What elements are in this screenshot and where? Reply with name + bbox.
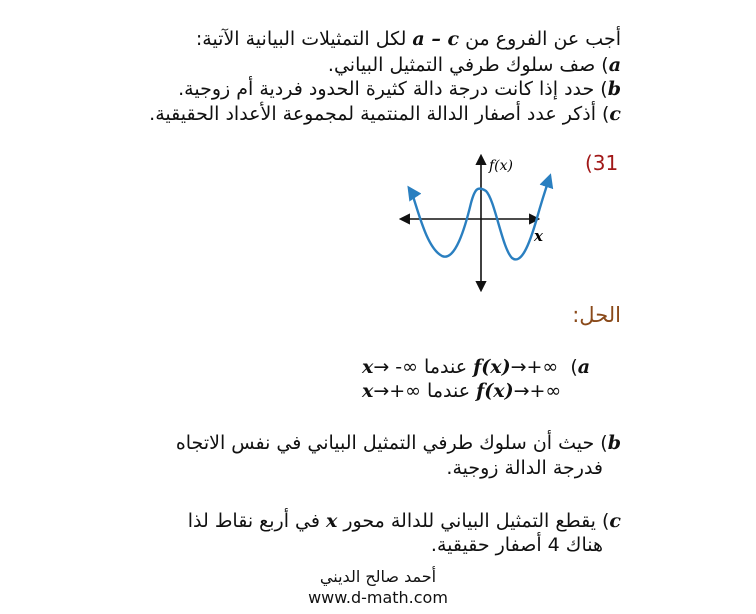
answer-a-line1: x→ -∞ عندما f(x)→+∞ (a bbox=[362, 356, 591, 378]
answer-c-pre: يقطع التمثيل البياني للدالة محور bbox=[337, 510, 596, 532]
task-c-label: c bbox=[609, 103, 621, 125]
intro-post: لكل التمثيلات البيانية الآتية: bbox=[195, 28, 413, 50]
task-c-text: أذكر عدد أصفار الدالة المنتمية لمجموعة الأعداد الحقيقية. bbox=[149, 103, 596, 125]
answer-a-f2: f(x) bbox=[476, 380, 514, 402]
answer-b-line1: b) حيث أن سلوك طرفي التمثيل البياني في نفس الاتجاه bbox=[175, 432, 621, 454]
footer-author: أحمد صالح الديني bbox=[319, 567, 437, 586]
task-a-label: a bbox=[608, 54, 621, 76]
answer-c-label: c bbox=[609, 510, 621, 532]
curve-left-arrow bbox=[409, 188, 413, 194]
intro-pre: أجب عن الفروع من bbox=[459, 28, 621, 50]
answer-a-word1: عندما bbox=[424, 356, 468, 378]
task-c: c) أذكر عدد أصفار الدالة المنتمية لمجموعة الأعداد الحقيقية. bbox=[149, 103, 621, 125]
answer-a-arrow2: →+∞ bbox=[513, 380, 562, 402]
answer-b-label: b bbox=[607, 432, 621, 454]
answer-a-x2: x bbox=[362, 380, 374, 402]
intro-range: a – c bbox=[412, 28, 460, 50]
problem-number: (31 bbox=[585, 151, 619, 175]
intro-line bbox=[196, 27, 621, 51]
answer-a-word2: عندما bbox=[427, 380, 471, 402]
task-a-text: صف سلوك طرفي التمثيل البياني. bbox=[327, 54, 596, 76]
answer-b-line2 bbox=[446, 456, 603, 480]
answer-c-line1: c) يقطع التمثيل البياني للدالة محور x في أربع نقاط لذا bbox=[187, 510, 621, 532]
answer-a-limit1: → -∞ bbox=[373, 356, 418, 378]
answer-a-arrow1: →+∞ bbox=[510, 356, 559, 378]
footer-website: www.d-math.com bbox=[308, 588, 448, 607]
task-a: a) صف سلوك طرفي التمثيل البياني. bbox=[327, 54, 621, 76]
answer-a-limit2: →+∞ bbox=[373, 380, 421, 402]
task-b-text: حدد إذا كانت درجة دالة كثيرة الحدود فردية أم زوجية. bbox=[178, 78, 595, 100]
answer-a-f1: f(x) bbox=[473, 356, 511, 378]
answer-c-line2 bbox=[431, 533, 603, 557]
answer-c-text2: هناك 4 أصفار حقيقية. bbox=[430, 534, 603, 556]
answer-a-x1: x bbox=[362, 356, 374, 378]
task-b-label: b bbox=[607, 78, 621, 100]
y-axis-label: f(x) bbox=[489, 158, 514, 174]
task-b: b) حدد إذا كانت درجة دالة كثيرة الحدود فردية أم زوجية. bbox=[178, 78, 621, 100]
answer-c-x: x bbox=[326, 510, 338, 532]
answer-b-text2: فدرجة الدالة زوجية. bbox=[446, 457, 603, 479]
function-graph bbox=[395, 148, 565, 298]
solution-title: الحل: bbox=[572, 303, 621, 327]
answer-a-label: a bbox=[577, 356, 591, 378]
answer-a-line2 bbox=[362, 379, 561, 403]
answer-b-text1: حيث أن سلوك طرفي التمثيل البياني في نفس الاتجاه bbox=[175, 432, 595, 454]
answer-c-post: في أربع نقاط لذا bbox=[187, 510, 327, 532]
x-axis-label: x bbox=[534, 227, 543, 245]
